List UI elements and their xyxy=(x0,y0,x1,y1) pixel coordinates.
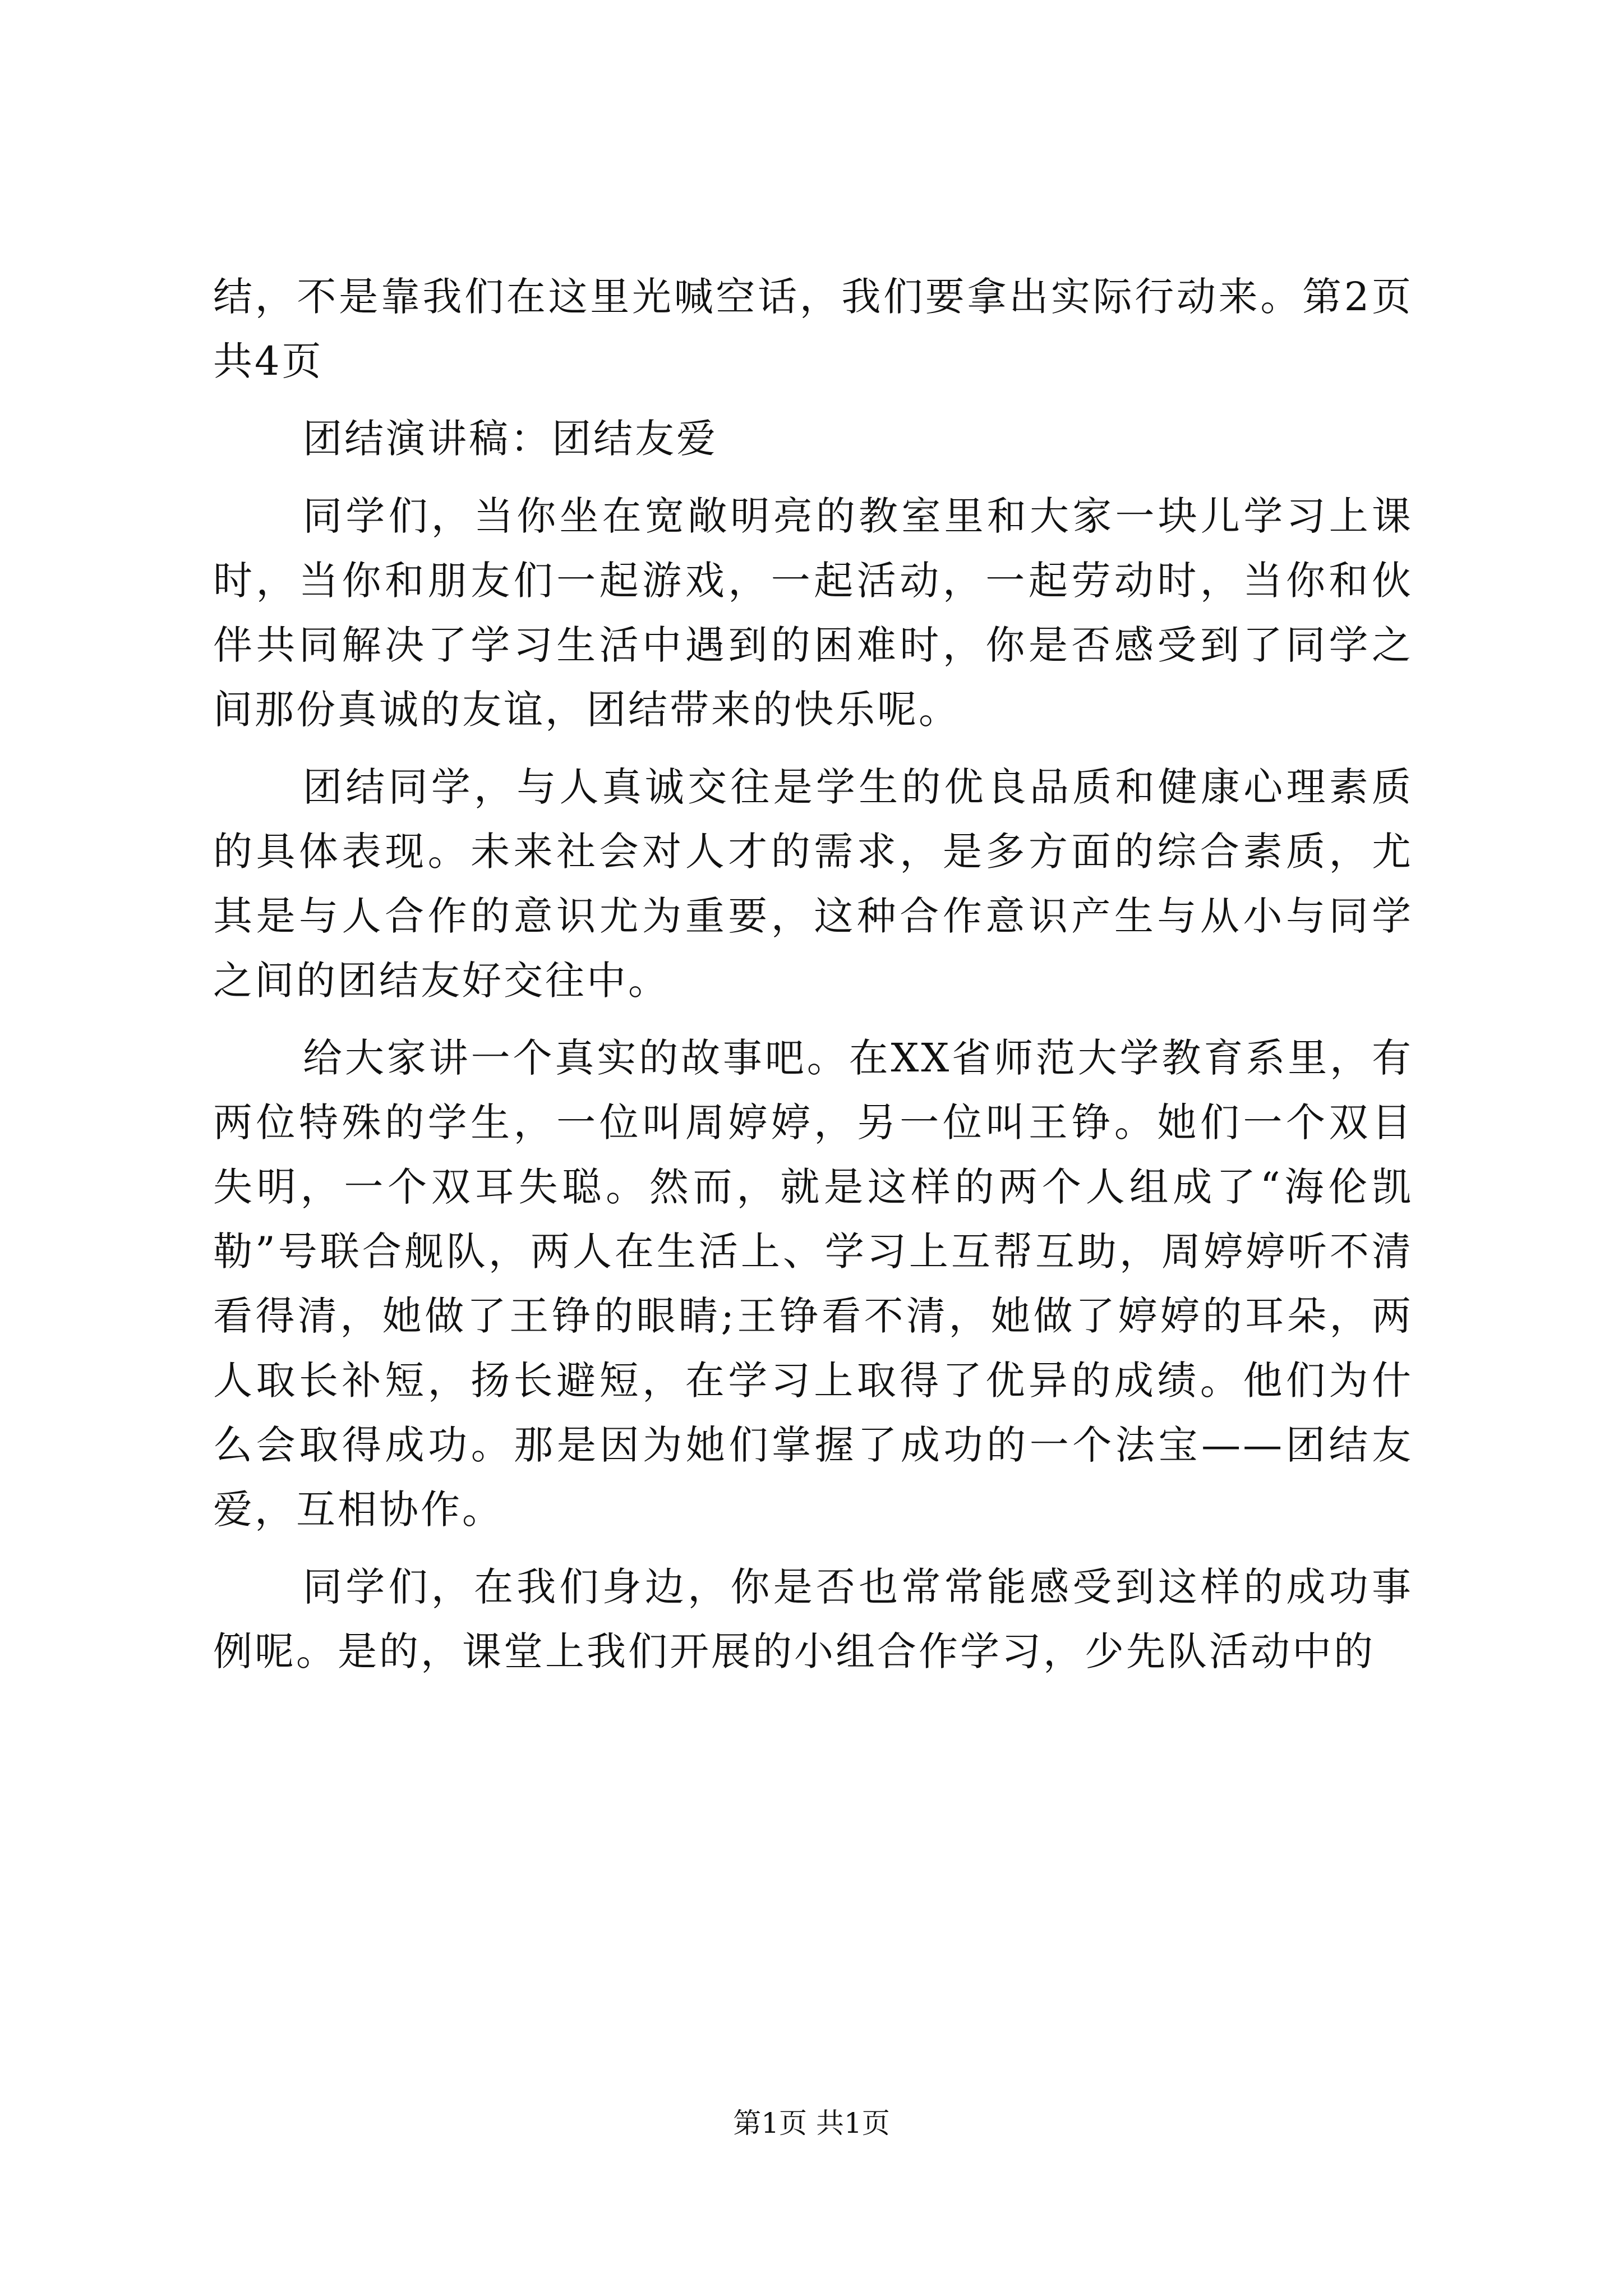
document-body xyxy=(213,265,1413,1697)
paragraph: 同学们，当你坐在宽敞明亮的教室里和大家一块儿学习上课时，当你和朋友们一起游戏，一起活动，一起劳动时，当你和伙伴共同解决了学习生活中遇到的困难时，你是否感受到了同学之间那份真诚的友谊，团结带来的快乐呢。 xyxy=(213,493,1413,733)
paragraph: 团结同学，与人真诚交往是学生的优良品质和健康心理素质的具体表现。未来社会对人才的需求，是多方面的综合素质，尤其是与人合作的意识尤为重要，这种合作意识产生与从小与同学之间的团结友好交往中。 xyxy=(213,764,1413,1004)
page-footer: 第1页 共1页 xyxy=(733,2107,890,2139)
paragraph: 同学们，在我们身边，你是否也常常能感受到这样的成功事例呢。是的，课堂上我们开展的小组合作学习，少先队活动中的 xyxy=(213,1564,1413,1674)
paragraph-continuation: 结，不是靠我们在这里光喊空话，我们要拿出实际行动来。第2页共4页 xyxy=(213,274,1413,384)
paragraph: 给大家讲一个真实的故事吧。在XX省师范大学教育系里，有两位特殊的学生，一位叫周婷婷，另一位叫王铮。她们一个双目失明，一个双耳失聪。然而，就是这样的两个人组成了“海伦凯勒”号联合舰队，两人在生活上、学习上互帮互助，周婷婷听不清看得清，她做了王铮的眼睛;王铮看不清，她做了婷婷的耳朵，两人取长补短，扬长避短，在学习上取得了优异的成绩。他们为什么会取得成功。那是因为她们掌握了成功的一个法宝——团结友爱，互相协作。 xyxy=(213,1035,1413,1533)
speech-title: 团结演讲稿：团结友爱 xyxy=(303,416,718,462)
